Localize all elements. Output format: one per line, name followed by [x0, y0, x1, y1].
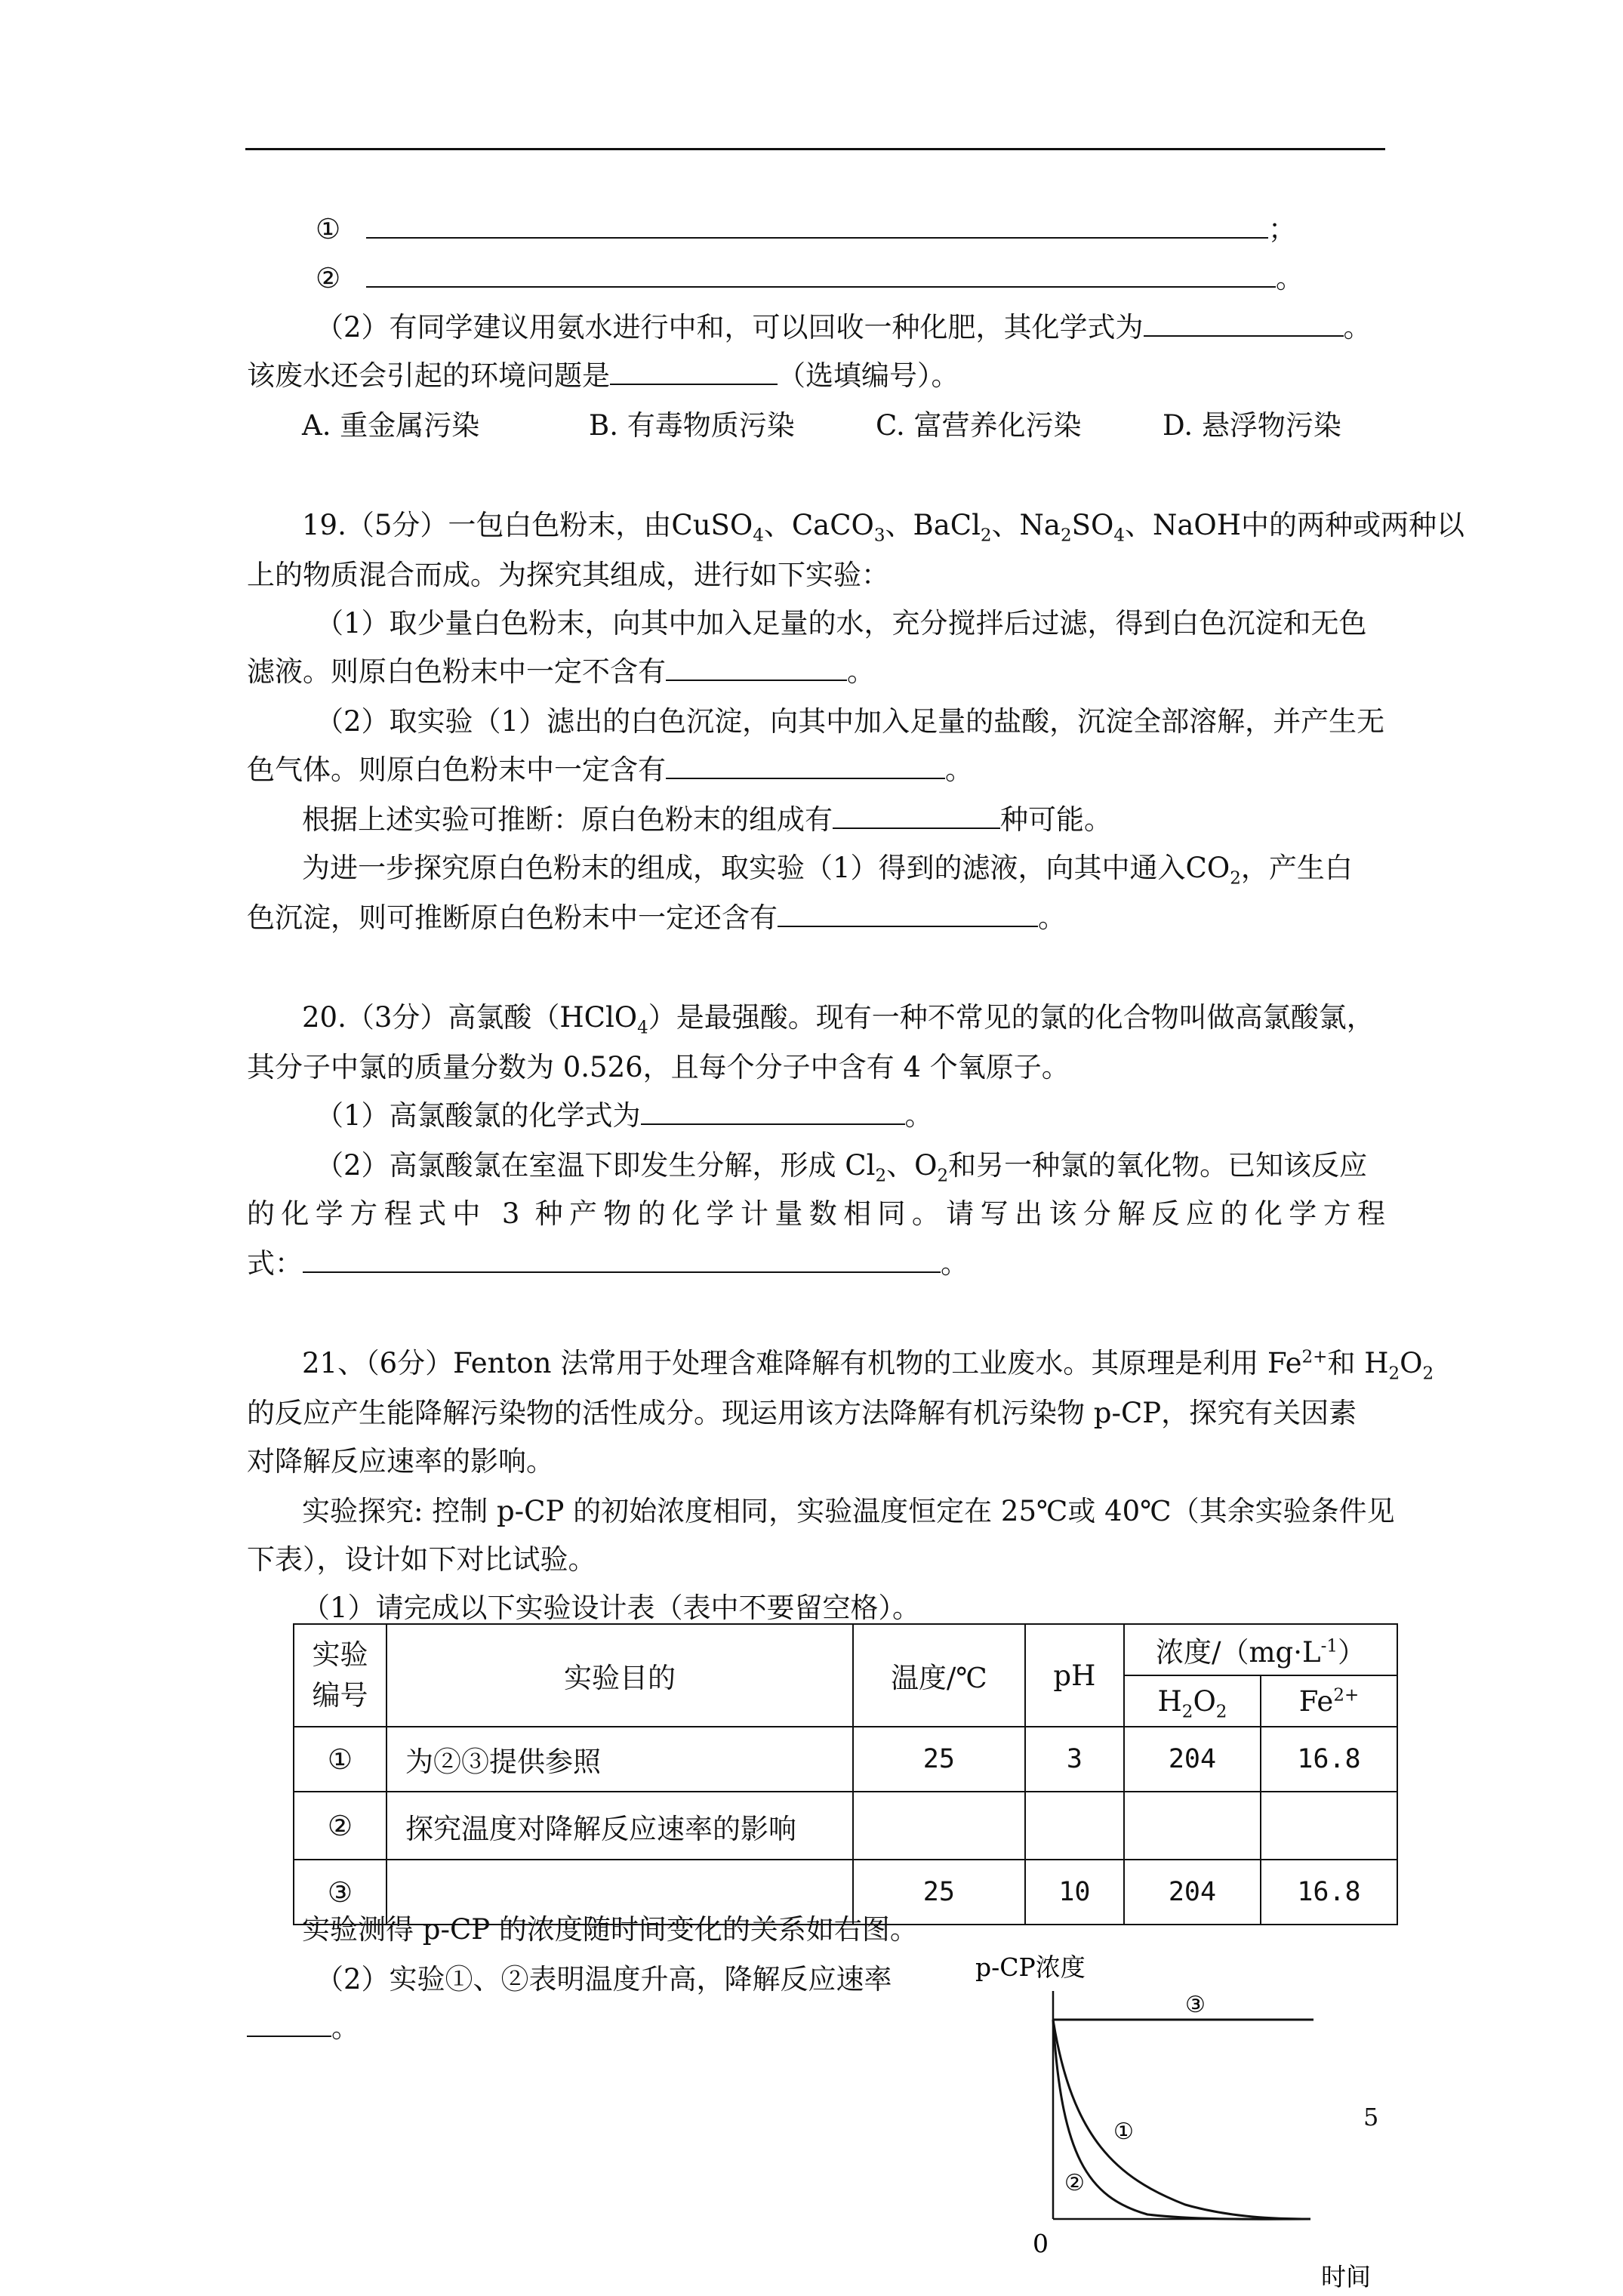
series-1-label: ①: [1113, 2119, 1134, 2145]
cell-fe[interactable]: [1261, 1792, 1397, 1860]
header-ph: pH: [1025, 1624, 1124, 1727]
q20-intro-line2: 其分子中氯的质量分数为 0.526，且每个分子中含有 4 个氧原子。: [247, 1051, 1070, 1083]
answer-blank[interactable]: [778, 900, 1038, 927]
q19-part1-line2: 滤液。则原白色粉末中一定不含有 。: [247, 655, 875, 688]
q21-intro-line2: 的反应产生能降解污染物的活性成分。现运用该方法降解有机污染物 p-CP，探究有关因素: [247, 1397, 1357, 1429]
q18-option-d: D. 悬浮物污染: [1163, 409, 1341, 442]
table-row: [294, 1727, 1397, 1792]
series-2-label: ②: [1064, 2170, 1085, 2196]
q21-exp-line2: 下表），设计如下对比试验。: [247, 1543, 596, 1576]
q18-blank-1: ① ；: [316, 213, 1296, 245]
series-2-curve: [1053, 2020, 1310, 2219]
q21-after-table: 实验测得 p-CP 的浓度随时间变化的关系如右图。: [302, 1913, 918, 1946]
q19-part4-line1: 为进一步探究原白色粉末的组成，取实验（1）得到的滤液，向其中通入$CO_2$，产生白: [302, 852, 1353, 889]
q19-part2-line2: 色气体。则原白色粉末中一定含有 。: [247, 754, 973, 786]
q19-part3: 根据上述实验可推断：原白色粉末的组成有 种可能。: [302, 803, 1112, 836]
cell-temp[interactable]: [853, 1792, 1025, 1860]
q18-option-b: B. 有毒物质污染: [589, 409, 795, 442]
cell-h2o2: 204: [1124, 1727, 1261, 1792]
header-fe: $Fe^{2+}$: [1261, 1675, 1397, 1727]
header-rule: [245, 148, 1385, 150]
header-h2o2: $H_2O_2$: [1124, 1675, 1261, 1727]
cell-h2o2[interactable]: [1124, 1792, 1261, 1860]
cell-ph: 3: [1025, 1727, 1124, 1792]
answer-blank[interactable]: [666, 752, 945, 779]
answer-blank[interactable]: [666, 654, 847, 681]
q18-part2-line1: （2）有同学建议用氨水进行中和，可以回收一种化肥，其化学式为 。: [316, 311, 1372, 344]
q19-compound-list: CuSO$_4$、CaCO$_3$、BaCl$_2$、$Na_2SO_4$、NaOH: [671, 509, 1242, 546]
q21-part2-line2: 。: [247, 2010, 359, 2046]
answer-blank[interactable]: [641, 1098, 905, 1125]
cell-h2o2: 204: [1124, 1860, 1261, 1925]
q21-intro-line1: 21、（6分）Fenton 法常用于处理含难降解有机物的工业废水。其原理是利用 $Fe^{2+}$和 $H_2O_2$: [302, 1347, 1434, 1384]
series-3-label: ③: [1185, 1992, 1206, 2018]
experiment-design-table: [293, 1623, 1398, 1925]
q20-part2-line3: 式： 。: [247, 1247, 969, 1280]
cell-ph: 10: [1025, 1860, 1124, 1925]
header-purpose: 实验目的: [387, 1624, 853, 1727]
header-exp-no: 实验 编号: [294, 1624, 387, 1727]
cell-no: ②: [294, 1792, 387, 1860]
answer-blank[interactable]: [247, 2010, 331, 2037]
answer-blank[interactable]: [303, 1246, 941, 1273]
origin-label: 0: [1033, 2229, 1049, 2258]
concentration-time-chart: [959, 1944, 1404, 2296]
q19-part2-line1: （2）取实验（1）滤出的白色沉淀，向其中加入足量的盐酸，沉淀全部溶解，并产生无: [316, 705, 1385, 738]
q21-part2: （2）实验①、②表明温度升高，降解反应速率: [316, 1963, 892, 1996]
q18-part2-line2: 该废水还会引起的环境问题是 （选填编号）。: [247, 359, 959, 392]
q20-part2-line1: （2）高氯酸氯在室温下即发生分解，形成 $Cl_2$、$O_2$和另一种氯的氧化物。已知该反应: [316, 1149, 1368, 1186]
q21-part1: （1）请完成以下实验设计表（表中不要留空格）。: [302, 1592, 921, 1624]
x-axis-label: 时间: [1321, 2262, 1371, 2291]
cell-no: ①: [294, 1727, 387, 1792]
answer-blank[interactable]: [610, 358, 778, 385]
cell-fe: 16.8: [1261, 1727, 1397, 1792]
header-concentration: 浓度$/(mg\cdot L^{-1})$: [1124, 1624, 1397, 1675]
table-row: [294, 1792, 1397, 1860]
q20-part1: （1）高氯酸氯的化学式为 。: [316, 1099, 933, 1132]
cell-purpose: 为②③提供参照: [387, 1727, 853, 1792]
cell-ph[interactable]: [1025, 1792, 1124, 1860]
q21-exp-line1: 实验探究: 控制 p-CP 的初始浓度相同，实验温度恒定在 25℃或 40℃（其余实验条件见: [302, 1495, 1395, 1527]
answer-blank[interactable]: [1144, 310, 1344, 337]
q20-part2-line2: 的化学方程式中 3 种产物的化学计量数相同。请写出该分解反应的化学方程: [247, 1197, 1385, 1230]
q21-intro-line3: 对降解反应速率的影响。: [247, 1445, 554, 1478]
q18-blank-2: ② 。: [316, 262, 1304, 294]
q19-part4-line2: 色沉淀，则可推断原白色粉末中一定还含有 。: [247, 901, 1066, 934]
cell-purpose: 探究温度对降解反应速率的影响: [387, 1792, 853, 1860]
y-axis-label: p-CP浓度: [975, 1952, 1086, 1982]
series-1-curve: [1053, 2020, 1310, 2219]
cell-temp: 25: [853, 1860, 1025, 1925]
answer-blank[interactable]: [366, 260, 1276, 288]
cell-fe: 16.8: [1261, 1860, 1397, 1925]
q18-option-c: C. 富营养化污染: [876, 409, 1082, 442]
q20-intro-line1: 20.（3分）高氯酸（HClO$_4$）是最强酸。现有一种不常见的氯的化合物叫做高氯酸氯，: [302, 1001, 1375, 1038]
q19-part1-line1: （1）取少量白色粉末，向其中加入足量的水，充分搅拌后过滤，得到白色沉淀和无色: [316, 607, 1367, 639]
cell-no: ③: [294, 1860, 387, 1925]
answer-blank[interactable]: [833, 802, 1000, 829]
q18-option-a: A. 重金属污染: [302, 409, 480, 442]
q19-intro-line1: 19.（5分）一包白色粉末，由CuSO$_4$、CaCO$_3$、BaCl$_2$、$Na_2SO_4$、NaOH中的两种或两种以: [302, 509, 1465, 546]
page-number: 5: [1363, 2103, 1379, 2131]
cell-temp: 25: [853, 1727, 1025, 1792]
answer-blank[interactable]: [366, 211, 1268, 239]
q19-intro-line2: 上的物质混合而成。为探究其组成，进行如下实验：: [247, 559, 889, 591]
header-temperature: 温度/℃: [853, 1624, 1025, 1727]
